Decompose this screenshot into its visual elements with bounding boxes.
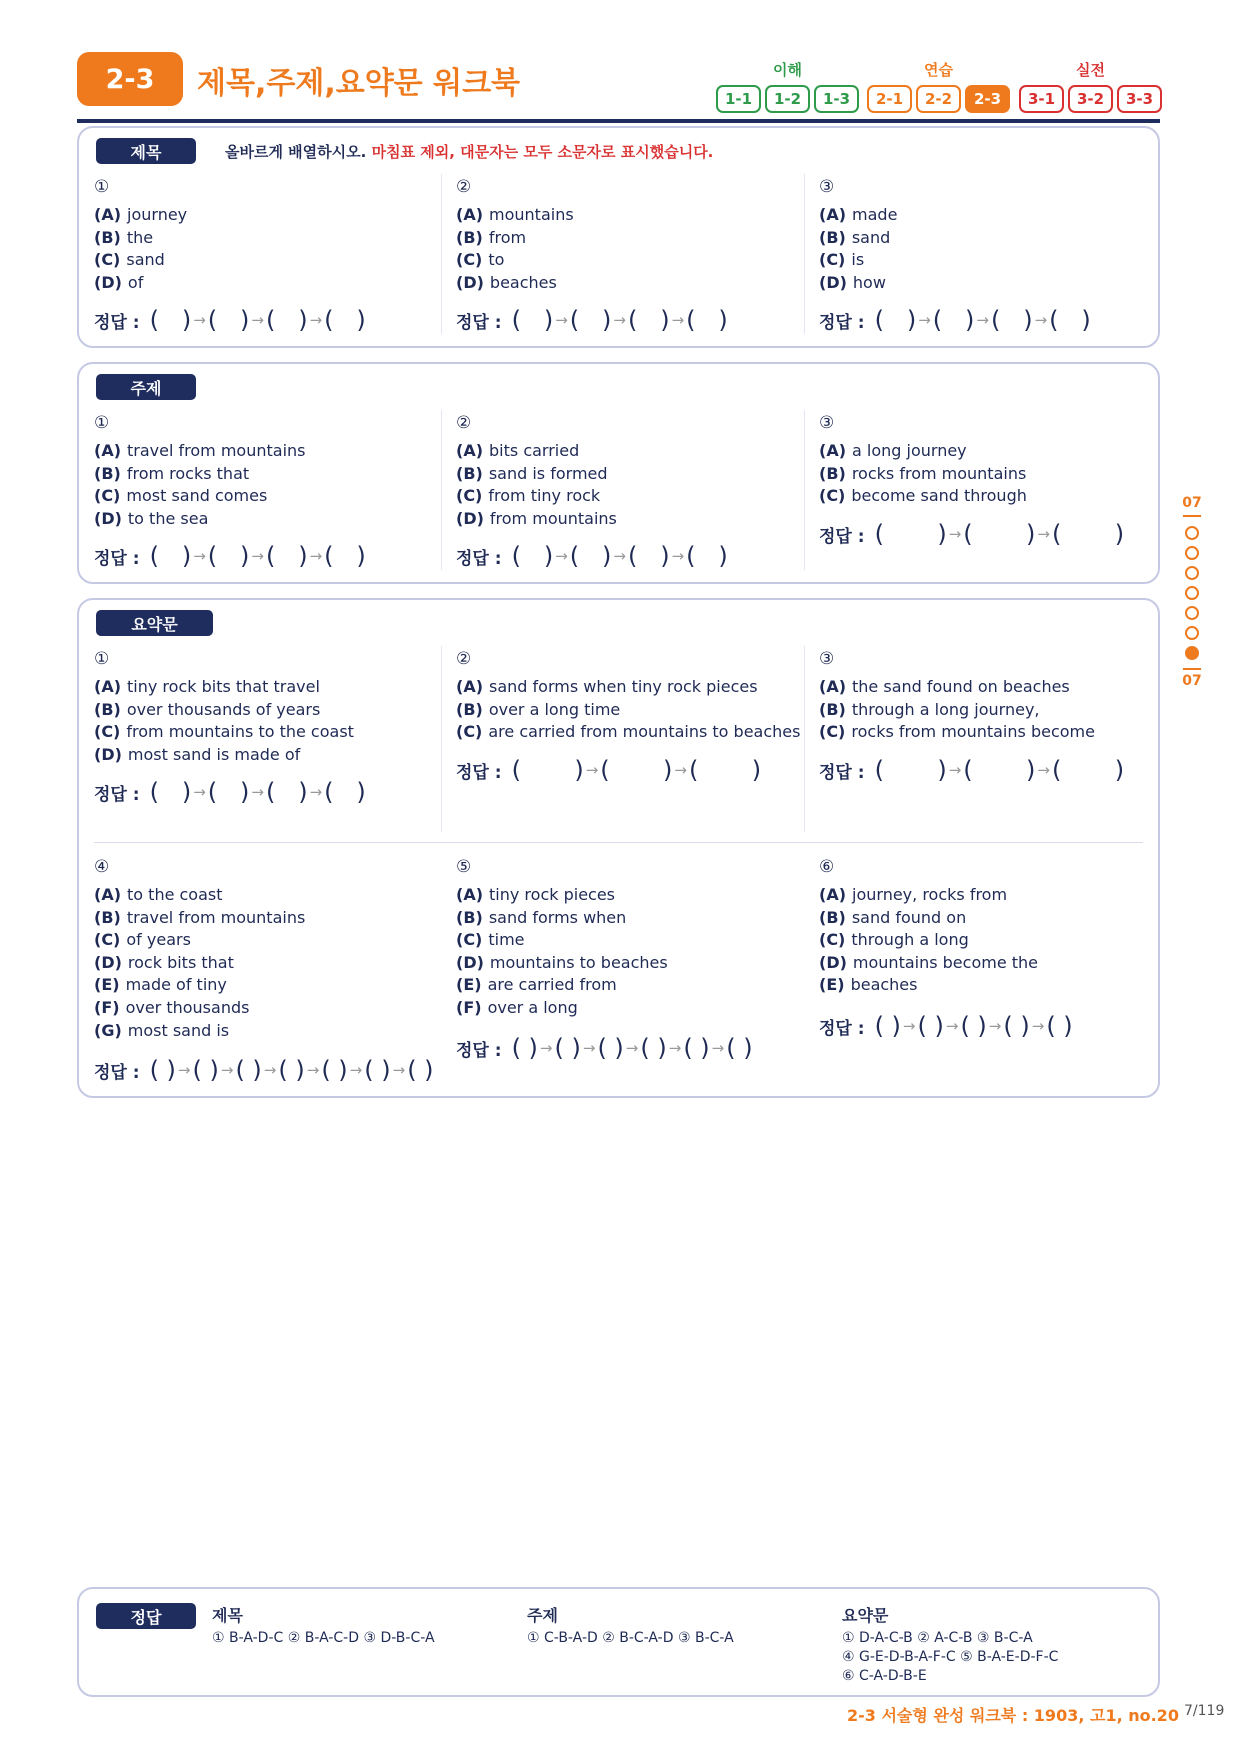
question-number: ① (94, 177, 110, 197)
answer-key-summary-line: ① D-A-C-B ② A-C-B ③ B-C-A (842, 1630, 1033, 1646)
answer-blanks[interactable]: 정답 : ( ) → ( ) → ( ) → ( ) → ( ) → ( ) → ( ) (94, 1056, 434, 1084)
progress-dot (1185, 526, 1199, 540)
answer-blanks[interactable]: 정답 : ( ) → ( ) → ( ) → ( ) (94, 778, 366, 806)
summary-question-1 (94, 648, 434, 766)
item-list (819, 884, 1159, 997)
question-number: ④ (94, 857, 110, 877)
answer-blanks[interactable]: 정답 : ( ) → ( ) → ( ) → ( ) (94, 542, 366, 570)
step-1-1[interactable]: 1-1 (716, 85, 761, 113)
list-item: (B) sand is formed (456, 463, 608, 483)
list-item: (C) become sand through (819, 486, 1027, 506)
list-item: (A) travel from mountains (94, 441, 306, 460)
list-item: (G) most sand is (94, 1020, 230, 1040)
progress-dot-current (1185, 646, 1199, 660)
question-number: ② (456, 177, 472, 197)
answer-blanks[interactable]: 정답 : ( ) → ( ) → ( ) → ( ) (94, 306, 366, 334)
step-2-3[interactable]: 2-3 (965, 85, 1010, 113)
column-divider (804, 174, 805, 334)
summary-question-2 (456, 648, 801, 744)
instruction-text: 올바르게 배열하시오. (225, 143, 367, 161)
step-1-2[interactable]: 1-2 (765, 85, 810, 113)
item-list (819, 204, 1159, 294)
section-tag: 2-3 (77, 52, 183, 106)
summary-panel (77, 598, 1160, 1098)
question-number: ② (456, 649, 472, 669)
list-item: (D) beaches (456, 272, 557, 292)
answer-key-badge: 정답 (96, 1603, 196, 1629)
list-item: (D) mountains become the (819, 952, 1039, 972)
step-1-3[interactable]: 1-3 (814, 85, 859, 113)
item-list (456, 440, 796, 530)
topic-question-2 (456, 412, 796, 530)
topic-question-3 (819, 412, 1159, 508)
list-item: (D) to the sea (94, 508, 209, 528)
list-item: (B) through a long journey, (819, 699, 1040, 719)
list-item: (B) rocks from mountains (819, 463, 1027, 483)
list-item: (C) is (819, 250, 865, 270)
list-item: (E) beaches (819, 975, 918, 995)
answer-blanks[interactable]: 정답 : ( ) → ( ) → ( ) → ( ) → ( ) (819, 1012, 1073, 1040)
answer-blanks[interactable]: 정답 : ( ) → ( ) → ( ) → ( ) (819, 306, 1091, 334)
list-item: (C) of years (94, 930, 191, 950)
item-list (94, 204, 434, 294)
step-3-2[interactable]: 3-2 (1068, 85, 1113, 113)
topic-question-1 (94, 412, 434, 530)
side-rule (1183, 668, 1201, 670)
list-item: (C) from mountains to the coast (94, 722, 354, 742)
column-divider (441, 646, 442, 832)
page-title: 제목,주제,요약문 워크북 (197, 66, 521, 101)
instruction-note: 마침표 제외, 대문자는 모두 소문자로 표시했습니다. (371, 143, 714, 161)
answer-blanks[interactable]: 정답 : ( ) → ( ) → ( ) → ( ) (456, 306, 728, 334)
list-item: (A) journey, rocks from (819, 885, 1008, 904)
answer-key-title-head: 제목 (212, 1606, 243, 1625)
title-question-1 (94, 176, 434, 294)
progress-dot (1185, 566, 1199, 580)
progress-dot (1185, 626, 1199, 640)
question-number: ③ (819, 177, 835, 197)
answer-key-summary-line: ⑥ C-A-D-B-E (842, 1668, 927, 1684)
item-list (94, 884, 434, 1042)
answer-key-summary-head: 요약문 (842, 1606, 889, 1625)
topic-panel (77, 362, 1160, 584)
title-divider (77, 119, 1160, 123)
item-list (456, 884, 796, 1020)
column-divider (804, 646, 805, 832)
title-question-3 (819, 176, 1159, 294)
progress-dot (1185, 586, 1199, 600)
stage-label-understand: 이해 (773, 61, 802, 79)
answer-blanks[interactable]: 정답 : ( ) → ( ) → ( ) (819, 756, 1125, 784)
list-item: (A) a long journey (819, 441, 967, 460)
item-list (456, 204, 796, 294)
list-item: (C) sand (94, 250, 165, 270)
list-item: (F) over thousands (94, 997, 250, 1017)
list-item: (D) of (94, 272, 144, 292)
list-item: (A) bits carried (456, 441, 580, 460)
side-unit-number: 07 (1182, 495, 1202, 511)
question-number: ① (94, 649, 110, 669)
side-rule (1183, 515, 1201, 517)
answer-key-panel (77, 1587, 1160, 1697)
list-item: (F) over a long (456, 997, 578, 1017)
list-item: (B) travel from mountains (94, 907, 306, 927)
answer-blanks[interactable]: 정답 : ( ) → ( ) → ( ) (456, 756, 762, 784)
answer-key-topic-line: ① C-B-A-D ② B-C-A-D ③ B-C-A (527, 1630, 734, 1646)
item-list (819, 676, 1159, 744)
item-list (94, 676, 434, 766)
answer-blanks[interactable]: 정답 : ( ) → ( ) → ( ) (819, 520, 1125, 548)
page-number: 7/119 (1184, 1703, 1225, 1719)
stage-label-real: 실전 (1076, 61, 1105, 79)
progress-dot (1185, 546, 1199, 560)
list-item: (C) most sand comes (94, 486, 268, 506)
title-question-2 (456, 176, 796, 294)
list-item: (B) sand (819, 227, 891, 247)
list-item: (A) journey (94, 205, 188, 224)
column-divider (441, 410, 442, 570)
title-panel (77, 126, 1160, 348)
answer-key-title-line: ① B-A-D-C ② B-A-C-D ③ D-B-C-A (212, 1630, 435, 1646)
summary-question-3 (819, 648, 1159, 744)
side-unit-number: 07 (1182, 673, 1202, 689)
item-list (456, 676, 801, 744)
question-number: ① (94, 413, 110, 433)
list-item: (C) are carried from mountains to beaches (456, 722, 801, 742)
list-item: (E) made of tiny (94, 975, 227, 995)
item-list (819, 440, 1159, 508)
question-number: ② (456, 413, 472, 433)
step-3-3[interactable]: 3-3 (1117, 85, 1162, 113)
list-item: (B) over a long time (456, 699, 621, 719)
list-item: (B) the (94, 227, 154, 247)
answer-key-topic-head: 주제 (527, 1606, 558, 1625)
list-item: (B) sand found on (819, 907, 967, 927)
question-number: ⑤ (456, 857, 472, 877)
column-divider (441, 174, 442, 334)
answer-key-summary-line: ④ G-E-D-B-A-F-C ⑤ B-A-E-D-F-C (842, 1649, 1059, 1665)
answer-blanks[interactable]: 정답 : ( ) → ( ) → ( ) → ( ) → ( ) → ( ) (456, 1034, 753, 1062)
list-item: (D) from mountains (456, 508, 617, 528)
question-number: ⑥ (819, 857, 835, 877)
list-item: (B) from (456, 227, 527, 247)
step-2-2[interactable]: 2-2 (916, 85, 961, 113)
question-number: ③ (819, 413, 835, 433)
list-item: (B) over thousands of years (94, 699, 321, 719)
row-divider (94, 842, 1143, 843)
stage-label-practice: 연습 (924, 61, 953, 79)
list-item: (D) most sand is made of (94, 744, 301, 764)
list-item: (D) mountains to beaches (456, 952, 668, 972)
step-group-understand (716, 85, 859, 113)
list-item: (A) made (819, 205, 898, 224)
column-divider (804, 410, 805, 570)
list-item: (B) from rocks that (94, 463, 250, 483)
list-item: (C) from tiny rock (456, 486, 601, 506)
step-2-1[interactable]: 2-1 (867, 85, 912, 113)
list-item: (E) are carried from (456, 975, 617, 995)
list-item: (A) the sand found on beaches (819, 677, 1070, 696)
list-item: (C) through a long (819, 930, 969, 950)
summary-question-6 (819, 856, 1159, 997)
list-item: (A) to the coast (94, 885, 223, 904)
list-item: (A) sand forms when tiny rock pieces (456, 677, 758, 696)
item-list (94, 440, 434, 530)
list-item: (C) to (456, 250, 505, 270)
question-number: ③ (819, 649, 835, 669)
list-item: (A) tiny rock pieces (456, 885, 616, 904)
list-item: (D) how (819, 272, 886, 292)
summary-question-5 (456, 856, 796, 1020)
step-group-real (1019, 85, 1162, 113)
topic-badge: 주제 (96, 374, 196, 400)
title-badge: 제목 (96, 138, 196, 164)
summary-question-4 (94, 856, 434, 1042)
instruction (225, 141, 713, 162)
step-group-practice (867, 85, 1010, 113)
list-item: (A) mountains (456, 205, 574, 224)
list-item: (A) tiny rock bits that travel (94, 677, 320, 696)
footer-source: 2-3 서술형 완성 워크북 : 1903, 고1, no.20 (847, 1706, 1179, 1725)
list-item: (B) sand forms when (456, 907, 627, 927)
answer-blanks[interactable]: 정답 : ( ) → ( ) → ( ) → ( ) (456, 542, 728, 570)
list-item: (C) time (456, 930, 525, 950)
summary-badge: 요약문 (96, 610, 213, 636)
progress-dot (1185, 606, 1199, 620)
list-item: (D) rock bits that (94, 952, 234, 972)
list-item: (C) rocks from mountains become (819, 722, 1095, 742)
step-3-1[interactable]: 3-1 (1019, 85, 1064, 113)
